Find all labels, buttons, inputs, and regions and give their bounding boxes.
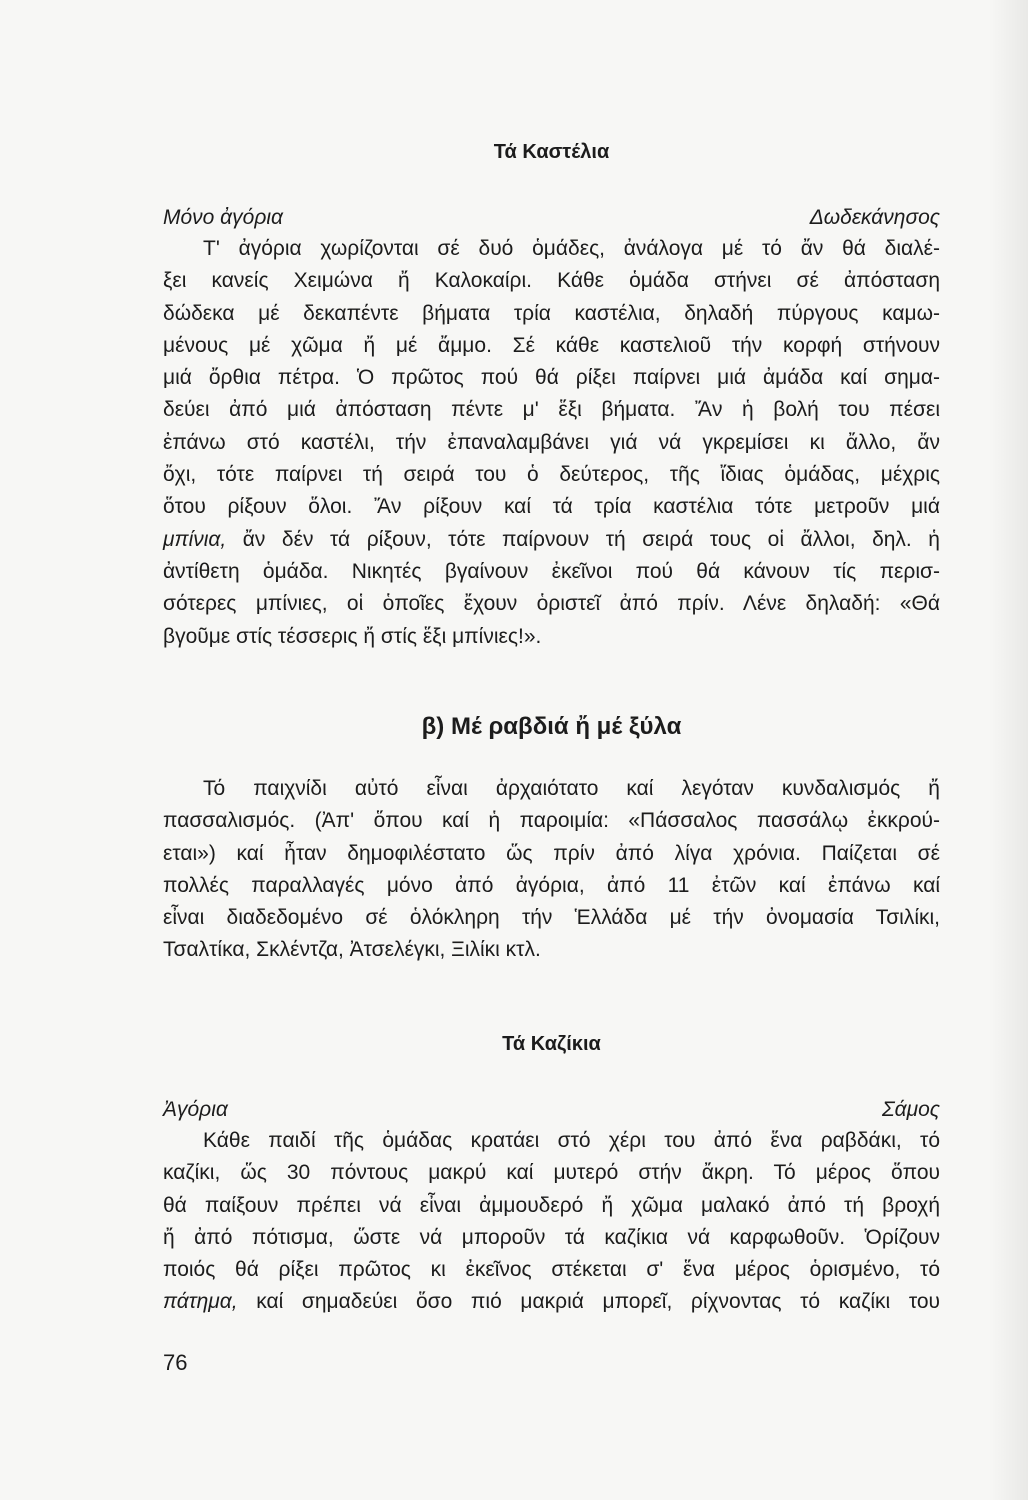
meta-players: Μόνο ἀγόρια [163, 206, 284, 229]
text-line: πολλές παραλλαγές μόνο ἀπό ἀγόρια, ἀπό 11 ἐτῶν καί ἐπάνω καί [163, 873, 940, 897]
text-line: δώδεκα μέ δεκαπέντε βήματα τρία καστέλια, δηλαδή πύργους καμω- [163, 301, 940, 325]
section-meta-kastelia [163, 202, 940, 234]
text-line [163, 1286, 940, 1318]
text-fragment: ἄν δέν τά ρίξουν, τότε παίρνουν τή σειρά τους οἱ ἄλλοι, δηλ. ἡ [226, 527, 940, 551]
section-title-kastelia: Τά Καστέλια [493, 141, 610, 163]
text-line: Τσαλτίκα, Σκλέντζα, Ἀτσελέγκι, Ξιλίκι κτλ. [163, 938, 541, 962]
paragraph-kastelia [163, 233, 940, 653]
text-line: καζίκι, ὥς 30 πόντους μακρύ καί μυτερό στήν ἄκρη. Τό μέρος ὅπου [163, 1161, 940, 1185]
text-line: πασσαλισμός. (Ἀπ' ὅπου καί ἡ παροιμία: «Πάσσαλος πασσάλῳ ἐκκρού- [163, 809, 940, 833]
text-line: μένους μέ χῶμα ἤ μέ ἄμμο. Σέ κάθε καστελιοῦ τήν κορφή στήνουν [163, 333, 940, 357]
section-meta-kazikia [163, 1094, 940, 1126]
paragraph-rabdia [163, 773, 940, 967]
text-line: εται») καί ἦταν δημοφιλέστατο ὥς πρίν ἀπό λίγα χρόνια. Παίζεται σέ [163, 841, 940, 865]
text-line: δεύει ἀπό μιά ἀπόσταση πέντε μ' ἕξι βήματα. Ἄν ἡ βολή του πέσει [163, 398, 940, 422]
text-line: θά παίξουν πρέπει νά εἶναι ἀμμουδερό ἤ χῶμα μαλακό ἀπό τή βροχή [163, 1193, 940, 1217]
text-line [163, 524, 940, 556]
text-line: Τό παιχνίδι αὐτό εἶναι ἀρχαιότατο καί λεγόταν κυνδαλισμός ἤ [203, 777, 940, 800]
term-binia: μπίνια, [163, 527, 227, 551]
page-number: 76 [163, 1350, 188, 1375]
meta-region: Δωδεκάνησος [809, 206, 940, 229]
section-title-kazikia: Τά Καζίκια [502, 1033, 601, 1055]
page-edge-shadow [988, 0, 1028, 1500]
text-line: ποιός θά ρίξει πρῶτος κι ἐκεῖνος στέκεται σ' ἕνα μέρος ὁρισμένο, τό [163, 1258, 940, 1282]
text-line: εἶναι διαδεδομένο σέ ὁλόκληρη τήν Ἑλλάδα μέ τήν ὀνομασία Τσιλίκι, [163, 906, 940, 930]
text-line: βγοῦμε στίς τέσσερις ἤ στίς ἕξι μπίνιες!». [163, 624, 542, 648]
text-line: Τ' ἀγόρια χωρίζονται σέ δυό ὁμάδες, ἀνάλογα μέ τό ἄν θά διαλέ- [203, 237, 940, 260]
text-line: ἐπάνω στό καστέλι, τήν ἐπαναλαμβάνει γιά νά γκρεμίσει κι ἄλλο, ἄν [163, 430, 940, 454]
meta-players: Ἀγόρια [163, 1098, 228, 1121]
text-line: σότερες μπίνιες, οἱ ὁποῖες ἔχουν ὁριστεῖ ἀπό πρίν. Λένε δηλαδή: «Θά [163, 592, 940, 616]
text-line: ὅτου ρίξουν ὅλοι. Ἄν ρίξουν καί τά τρία καστέλια τότε μετροῦν μιά [163, 495, 940, 519]
text-line: μιά ὄρθια πέτρα. Ὁ πρῶτος πού θά ρίξει παίρνει μιά ἀμάδα καί σημα- [163, 366, 940, 390]
text-line: ὄχι, τότε παίρνει τή σειρά του ὁ δεύτερος, τῆς ἴδιας ὁμάδας, μέχρις [163, 463, 940, 487]
text-line: ξει κανείς Χειμώνα ἤ Καλοκαίρι. Κάθε ὁμάδα στήνει σέ ἀπόσταση [163, 269, 940, 293]
term-patima: πάτημα, [163, 1290, 238, 1314]
paragraph-kazikia [163, 1125, 940, 1319]
text-line: Κάθε παιδί τῆς ὁμάδας κρατάει στό χέρι του ἀπό ἕνα ραβδάκι, τό [203, 1129, 940, 1152]
meta-region: Σάμος [882, 1098, 940, 1121]
text-fragment: καί σημαδεύει ὅσο πιό μακριά μπορεῖ, ρίχνοντας τό καζίκι του [237, 1290, 940, 1314]
text-line: ἤ ἀπό πότισμα, ὥστε νά μποροῦν τά καζίκια νά καρφωθοῦν. Ὁρίζουν [163, 1225, 940, 1249]
text-line: ἀντίθετη ὁμάδα. Νικητές βγαίνουν ἐκεῖνοι πού θά κάνουν τίς περισ- [163, 559, 940, 583]
section-title-rabdia: β) Μέ ραβδιά ἤ μέ ξύλα [421, 713, 682, 740]
